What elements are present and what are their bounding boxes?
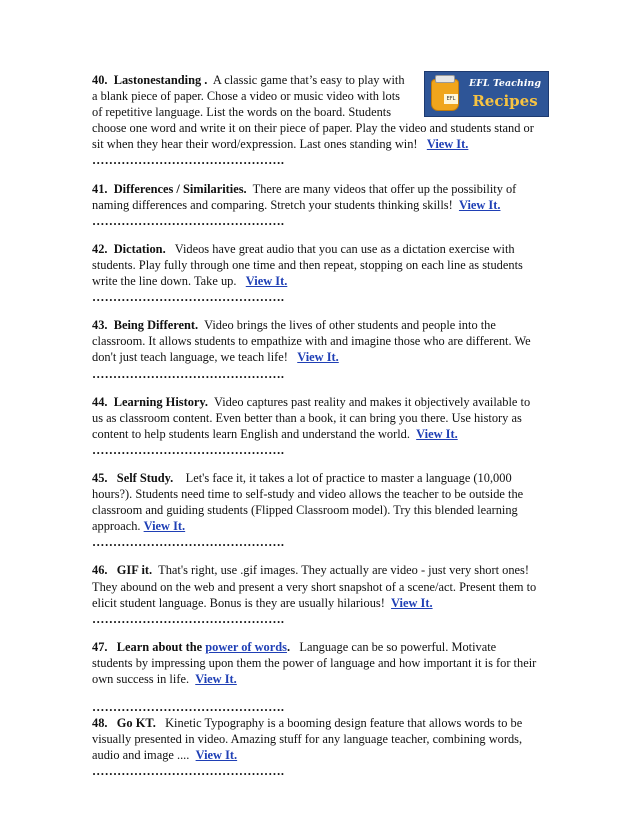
entry-41 <box>92 181 550 229</box>
entry-text-line: Let's face it, it takes a lot of practice to master a language (10,000 <box>185 470 512 485</box>
entry-47 <box>92 639 550 715</box>
separator: ………………………………………. <box>92 290 285 305</box>
view-it-link[interactable]: View It. <box>143 519 186 534</box>
entry-text-line: visually presented in video. Amazing stuff for any language teacher, combining words, <box>92 732 523 747</box>
entry-text-line: Kinetic Typography is a booming design feature that allows words to be <box>165 716 523 731</box>
separator: ………………………………………. <box>92 700 285 715</box>
entry-44 <box>92 394 550 458</box>
entry-number: 43. <box>92 318 108 333</box>
entry-text-line: Videos have great audio that you can use as a dictation exercise with <box>174 241 515 256</box>
entry-text-line: Video brings the lives of other students and people into the <box>204 318 496 333</box>
view-it-link[interactable]: View It. <box>391 595 433 610</box>
view-it-link[interactable]: View It. <box>297 350 339 365</box>
entry-title: Being Different. <box>113 318 199 333</box>
entry-title: Lastonestanding . <box>113 73 208 87</box>
entry-title: Learn about the <box>116 639 203 654</box>
entry-number: 44. <box>92 394 108 409</box>
entry-title-end: . <box>286 639 291 654</box>
entry-text-line: Video captures past reality and makes it objectively available to <box>214 394 531 409</box>
entry-title: Learning History. <box>113 394 209 409</box>
entry-text-line: A classic game that’s easy to play with <box>212 73 405 87</box>
separator: ………………………………………. <box>92 611 285 626</box>
separator: ………………………………………. <box>92 366 285 381</box>
entry-text-line: approach. <box>92 519 141 534</box>
separator: ………………………………………. <box>92 442 285 457</box>
separator: ………………………………………. <box>92 535 285 550</box>
separator: ………………………………………. <box>92 213 285 228</box>
entry-number: 48. <box>92 716 108 731</box>
jar-label: EFL <box>444 94 458 104</box>
entry-text-line: students. Play fully through one time and then repeat, stopping on each line as students <box>92 257 523 272</box>
view-it-link[interactable]: View It. <box>458 197 501 212</box>
entry-text-line: choose one word and write it on their piece of paper. Play the video and students stand or <box>92 121 534 136</box>
entry-text-line: sit when they hear their word/expression. Last ones standing win! <box>92 137 418 152</box>
entry-42 <box>92 241 550 305</box>
entry-title: Go KT. <box>116 716 156 731</box>
separator: ………………………………………. <box>92 764 285 779</box>
entry-46 <box>92 562 550 626</box>
entry-number: 46. <box>92 563 108 578</box>
entry-text-line: naming differences and comparing. Stretch your students thinking skills! <box>92 197 453 212</box>
entry-number: 47. <box>92 639 108 654</box>
document-page <box>92 72 550 780</box>
separator: ………………………………………. <box>92 153 285 168</box>
entry-text-line: classroom and guiding students (Flipped Classroom model). Try this blended learning <box>92 503 518 518</box>
view-it-link[interactable]: View It. <box>426 137 469 152</box>
view-it-link[interactable]: View It. <box>245 274 288 289</box>
entry-text-line: own success in life. <box>92 672 190 686</box>
entry-text-line: They abound on the web and present a very short snapshot of a scene/act. Present them to <box>92 579 537 594</box>
entry-text-line: us as classroom content. Even better than a book, it can bring you there. Use history as <box>92 410 522 425</box>
entry-text-line: classroom. It allows students to empathize with and imagine those who are different. We <box>92 334 531 349</box>
entry-text-line: write the line down. Take up. <box>92 274 237 289</box>
entry-text-line: elicit student language. Bonus is they are usually hilarious! <box>92 595 385 610</box>
entry-text-line: students by impressing upon them the power of language and how important it is for their <box>92 655 537 670</box>
entry-40 <box>92 72 550 169</box>
entry-title: Dictation. <box>113 241 166 256</box>
power-of-words-link[interactable]: power of words <box>205 639 287 654</box>
entry-text-line: audio and image .... <box>92 748 190 763</box>
entry-title: Differences / Similarities. <box>113 181 247 196</box>
logo-line-1: EFL Teaching <box>468 78 541 89</box>
entry-text-line: There are many videos that offer up the possibility of <box>252 181 517 196</box>
entry-43 <box>92 317 550 381</box>
entry-text-line: don't just teach language, we teach life! <box>92 350 288 365</box>
entry-number: 45. <box>92 470 108 485</box>
entry-text-line: That's right, use .gif images. They actually are video - just very short ones! <box>158 563 529 578</box>
entry-number: 40. <box>92 73 108 87</box>
view-it-link[interactable]: View It. <box>195 748 238 763</box>
logo-line-2: Recipes <box>472 92 538 110</box>
view-it-link[interactable]: View It. <box>195 672 237 686</box>
entry-number: 41. <box>92 181 108 196</box>
entry-45 <box>92 470 550 550</box>
entry-text-line: content to help students learn English and understand the world. <box>92 426 410 441</box>
entry-text-line: hours?). Students need time to self-study and video allows the teacher to be outside the <box>92 487 524 502</box>
entry-text-line: a blank piece of paper. Chose a video or music video with lots <box>92 89 400 104</box>
view-it-link[interactable]: View It. <box>416 426 458 441</box>
entry-number: 42. <box>92 241 108 256</box>
entry-title: Self Study. <box>116 470 174 485</box>
entry-text-line: Language can be so powerful. Motivate <box>299 639 497 654</box>
entry-48 <box>92 715 550 779</box>
entry-text-line: of repetitive language. List the words on the board. Students <box>92 105 392 120</box>
entry-title: GIF it. <box>116 563 153 578</box>
